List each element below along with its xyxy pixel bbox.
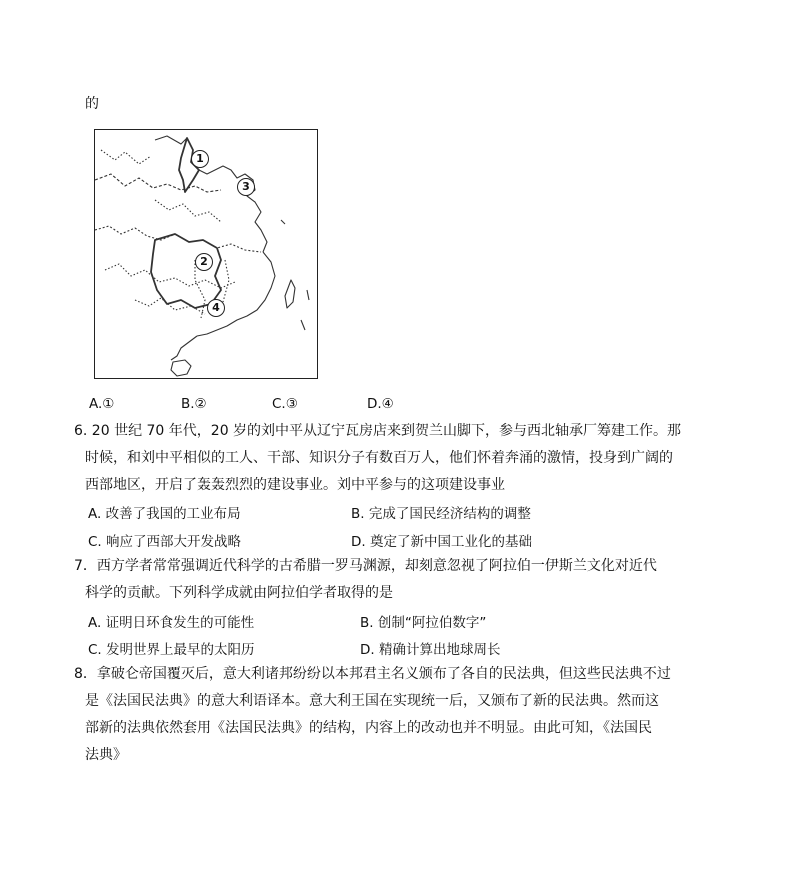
q5-option-a[interactable]: A.① <box>89 396 115 412</box>
top-fragment: 的 <box>85 96 99 112</box>
q7-stem-line-2: 科学的贡献。下列科学成就由阿拉伯学者取得的是 <box>85 585 393 601</box>
q7-option-d[interactable]: D. 精确计算出地球周长 <box>360 642 501 658</box>
q7-stem-line-1: 7．西方学者常常强调近代科学的古希腊一罗马渊源，却刻意忽视了阿拉伯一伊斯兰文化对近代 <box>74 558 657 574</box>
q6-option-d[interactable]: D. 奠定了新中国工业化的基础 <box>351 534 532 550</box>
q8-stem-line-2: 是《法国民法典》的意大利语译本。意大利王国在实现统一后，又颁布了新的民法典。然而这 <box>85 693 659 709</box>
map-marker-1: 1 <box>191 150 209 168</box>
map-figure <box>94 129 318 379</box>
q6-stem-line-1: 6. 20 世纪 70 年代，20 岁的刘中平从辽宁瓦房店来到贺兰山脚下，参与西北轴承厂筹建工作。那 <box>74 423 682 439</box>
q7-option-c[interactable]: C. 发明世界上最早的太阳历 <box>88 642 255 658</box>
q5-option-b[interactable]: B.② <box>181 396 207 412</box>
map-marker-4: 4 <box>207 299 225 317</box>
q7-option-b[interactable]: B. 创制“阿拉伯数字” <box>360 615 487 631</box>
q6-stem-line-2: 时候，和刘中平相似的工人、干部、知识分子有数百万人，他们怀着奔涌的激情，投身到广阔的 <box>85 450 673 466</box>
q6-stem-line-3: 西部地区，开启了轰轰烈烈的建设事业。刘中平参与的这项建设事业 <box>85 477 505 493</box>
q8-stem-line-4: 法典》 <box>85 747 127 763</box>
map-marker-3: 3 <box>237 178 255 196</box>
q6-option-b[interactable]: B. 完成了国民经济结构的调整 <box>351 506 531 522</box>
q8-stem-line-3: 部新的法典依然套用《法国民法典》的结构，内容上的改动也并不明显。由此可知，《法国民 <box>85 720 652 736</box>
q5-option-d[interactable]: D.④ <box>367 396 394 412</box>
q5-option-c[interactable]: C.③ <box>272 396 298 412</box>
q7-option-a[interactable]: A. 证明日环食发生的可能性 <box>88 615 255 631</box>
q8-stem-line-1: 8．拿破仑帝国覆灭后，意大利诸邦纷纷以本邦君主名义颁布了各自的民法典，但这些民法典不过 <box>74 666 671 682</box>
q6-option-c[interactable]: C. 响应了西部大开发战略 <box>88 534 242 550</box>
q6-option-a[interactable]: A. 改善了我国的工业布局 <box>88 506 241 522</box>
map-marker-2: 2 <box>195 253 213 271</box>
